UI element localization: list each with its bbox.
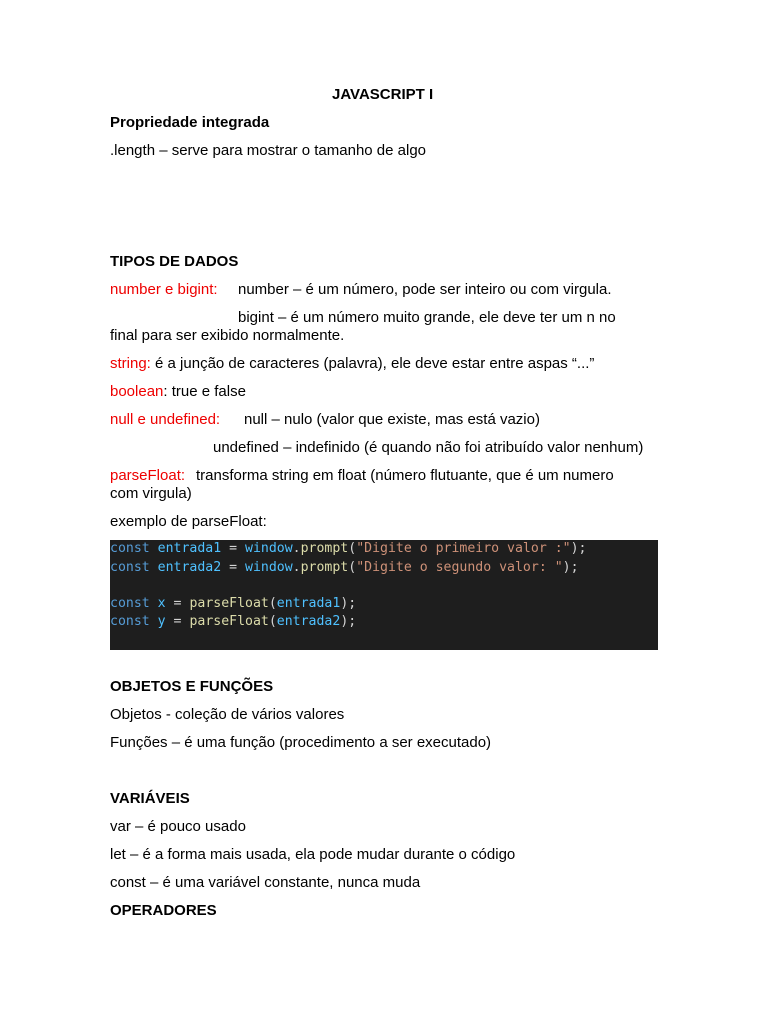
code-keyword: const	[110, 614, 150, 629]
code-operator: =	[221, 560, 246, 575]
code-keyword: const	[110, 541, 150, 556]
code-function: prompt	[300, 541, 349, 556]
code-keyword: const	[110, 560, 150, 575]
code-paren: (	[348, 560, 357, 575]
const-line: const – é uma variável constante, nunca muda	[110, 874, 421, 891]
objetos-line: Objetos - coleção de vários valores	[110, 706, 345, 723]
tipos-heading: TIPOS DE DADOS	[110, 253, 239, 270]
code-dot: .	[292, 541, 301, 556]
code-variable: entrada2	[157, 560, 222, 575]
null-desc: null – nulo (valor que existe, mas está vazio)	[244, 411, 540, 428]
parsefloat-desc-line1: transforma string em float (número flutuante, que é um numero	[196, 467, 614, 484]
code-paren: (	[268, 614, 277, 629]
page-title: JAVASCRIPT I	[332, 86, 434, 103]
code-argument: entrada1	[276, 596, 341, 611]
code-dot: .	[292, 560, 301, 575]
code-function: parseFloat	[189, 614, 269, 629]
code-object: window	[245, 541, 293, 556]
code-operator: =	[165, 614, 190, 629]
code-paren: );	[340, 614, 357, 629]
code-paren: );	[340, 596, 357, 611]
code-block	[110, 540, 658, 650]
let-line: let – é a forma mais usada, ela pode mudar durante o código	[110, 846, 516, 863]
prop-heading: Propriedade integrada	[110, 114, 270, 131]
code-keyword: const	[110, 596, 150, 611]
boolean-desc: : true e false	[163, 383, 246, 400]
boolean-label: boolean	[110, 383, 164, 400]
code-variable: x	[157, 596, 166, 611]
string-line	[110, 355, 594, 373]
prop-desc: .length – serve para mostrar o tamanho de algo	[110, 142, 427, 159]
boolean-line	[110, 383, 246, 401]
parsefloat-label: parseFloat:	[110, 467, 186, 484]
number-label: number e bigint:	[110, 281, 218, 298]
var-line: var – é pouco usado	[110, 818, 246, 835]
code-object: window	[245, 560, 293, 575]
string-desc: é a junção de caracteres (palavra), ele deve estar entre aspas “...”	[150, 355, 595, 372]
bigint-desc-line2: final para ser exibido normalmente.	[110, 327, 345, 344]
code-function: prompt	[300, 560, 349, 575]
code-line-3	[110, 595, 356, 613]
undefined-desc: undefined – indefinido (é quando não foi atribuído valor nenhum)	[213, 439, 644, 456]
parsefloat-example-label: exemplo de parseFloat:	[110, 513, 267, 530]
code-paren: );	[562, 560, 579, 575]
operadores-heading: OPERADORES	[110, 902, 217, 919]
code-variable: y	[157, 614, 166, 629]
code-paren: (	[268, 596, 277, 611]
bigint-desc-line1: bigint – é um número muito grande, ele deve ter um n no	[238, 309, 616, 326]
code-line-2	[110, 559, 579, 577]
code-variable: entrada1	[157, 541, 222, 556]
string-label: string:	[110, 355, 151, 372]
code-paren: );	[570, 541, 587, 556]
code-line-4	[110, 613, 356, 631]
funcoes-line: Funções – é uma função (procedimento a ser executado)	[110, 734, 492, 751]
variaveis-heading: VARIÁVEIS	[110, 790, 190, 807]
code-line-1	[110, 540, 586, 558]
code-function: parseFloat	[189, 596, 269, 611]
null-label: null e undefined:	[110, 411, 221, 428]
number-desc: number – é um número, pode ser inteiro ou com virgula.	[238, 281, 612, 298]
code-string: "Digite o segundo valor: "	[356, 560, 563, 575]
parsefloat-desc-line2: com virgula)	[110, 485, 192, 502]
code-argument: entrada2	[276, 614, 341, 629]
code-string: "Digite o primeiro valor :"	[356, 541, 571, 556]
code-operator: =	[221, 541, 246, 556]
code-paren: (	[348, 541, 357, 556]
code-operator: =	[165, 596, 190, 611]
objetos-heading: OBJETOS E FUNÇÕES	[110, 678, 274, 695]
